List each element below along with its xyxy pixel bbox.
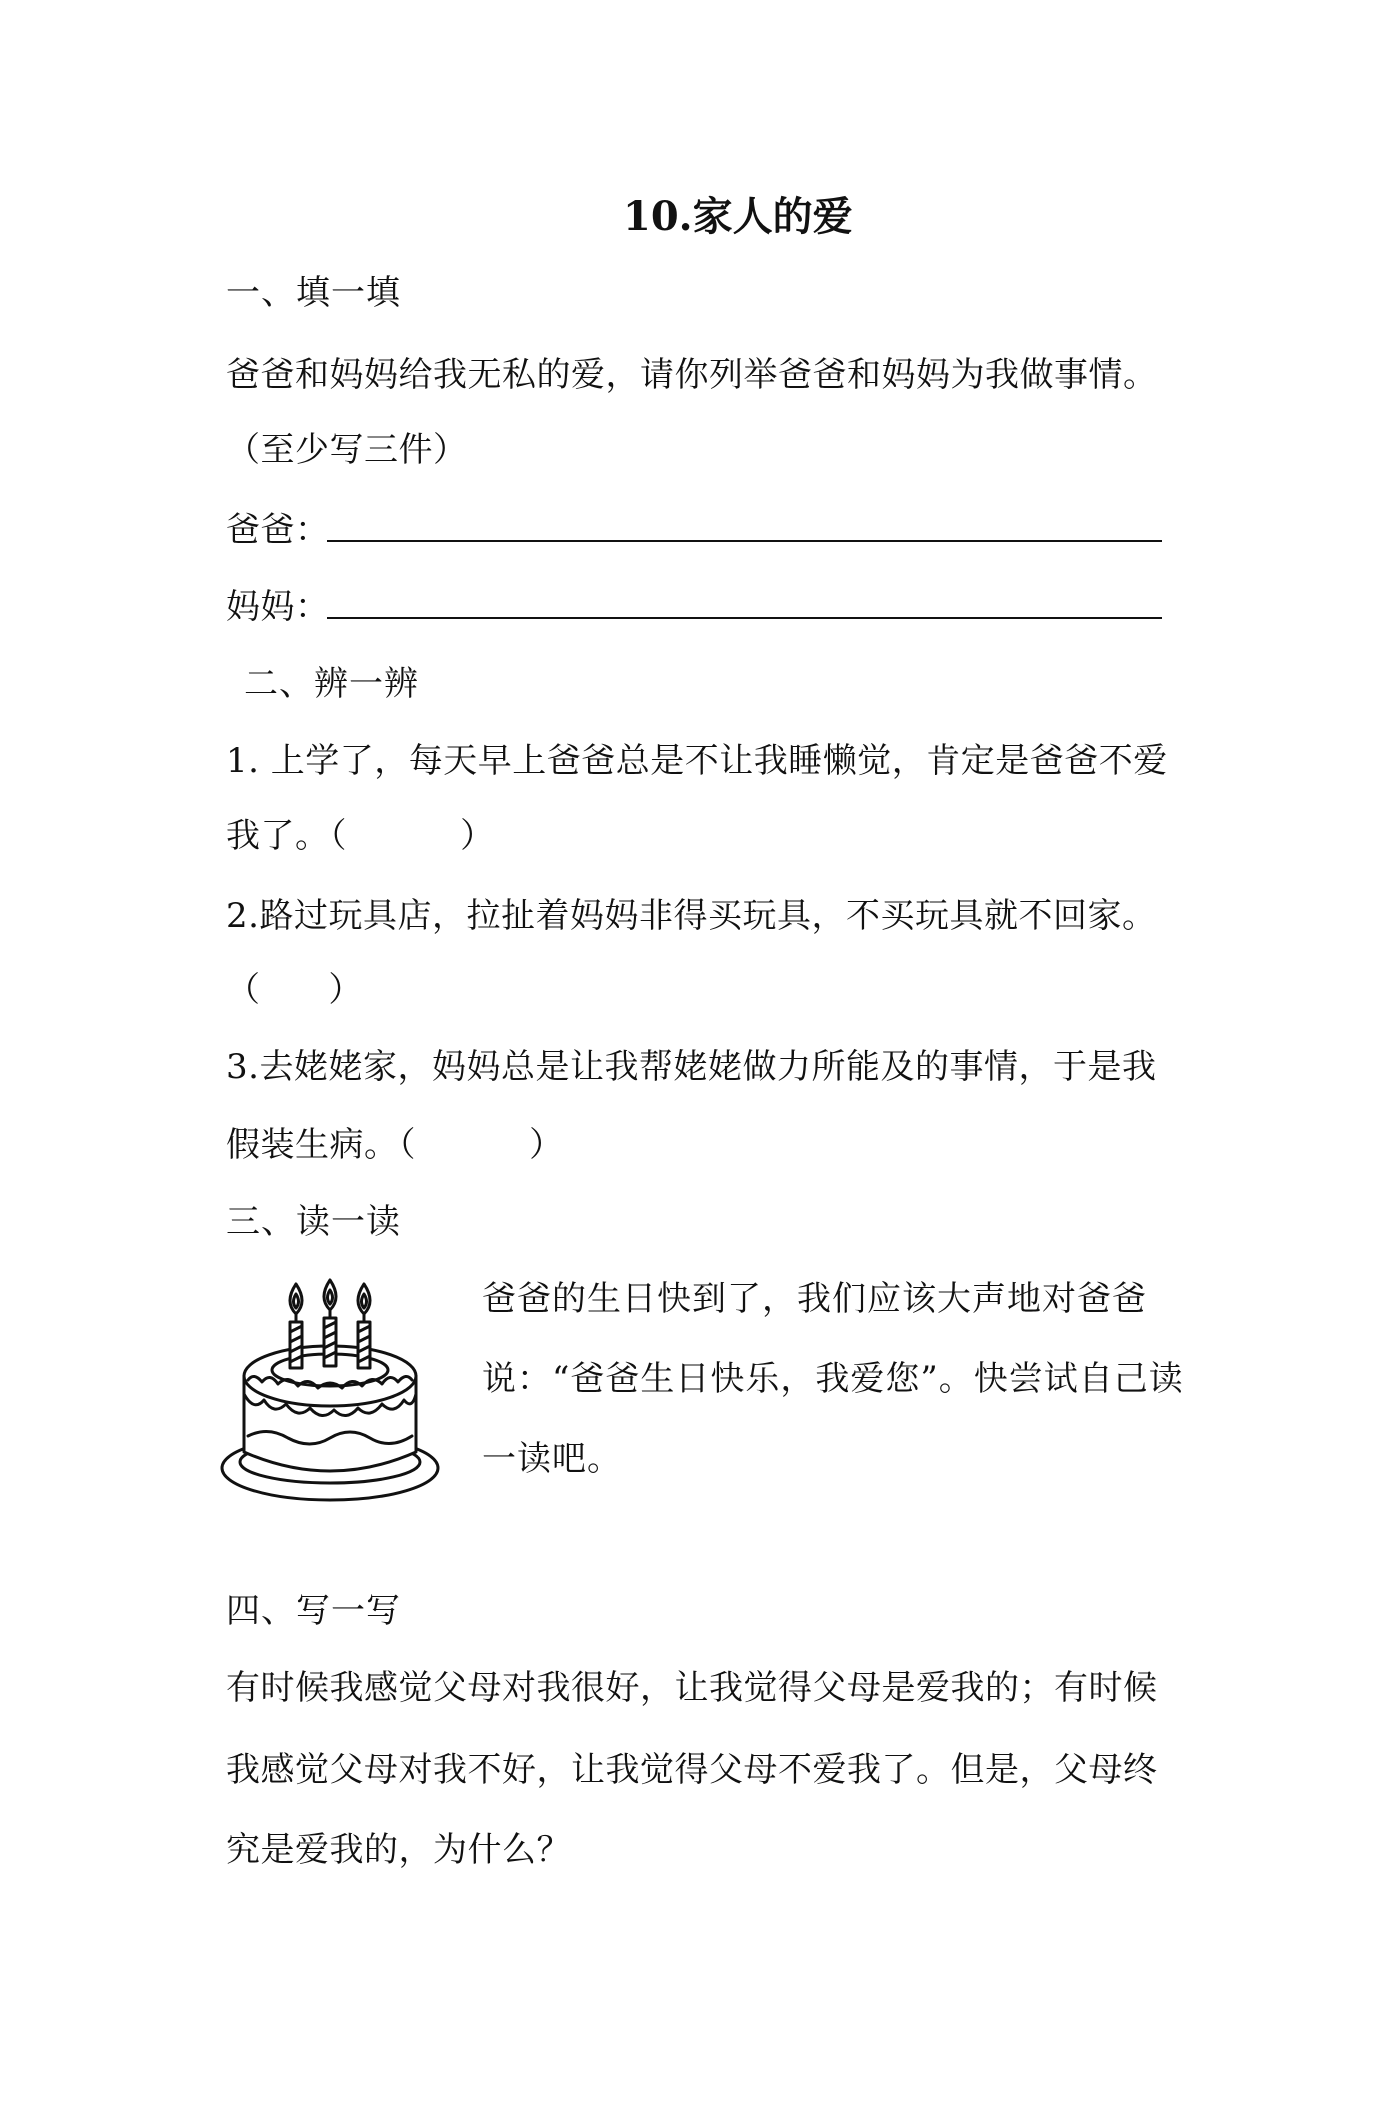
dad-label: 爸爸： xyxy=(226,510,330,550)
section-heading-fill-in: 一、填一填 xyxy=(226,273,401,313)
read-text-line: 爸爸的生日快到了，我们应该大声地对爸爸 xyxy=(482,1279,1147,1319)
section-heading-write: 四、写一写 xyxy=(226,1591,401,1631)
dad-answer-row xyxy=(226,510,1162,550)
candle-left xyxy=(290,1284,302,1368)
candle-right xyxy=(358,1284,370,1368)
birthday-cake-icon xyxy=(218,1276,442,1504)
candle-middle xyxy=(324,1280,336,1366)
write-prompt-line: 有时候我感觉父母对我很好，让我觉得父母是爱我的；有时候 xyxy=(226,1668,1158,1708)
judge-item-answer-line[interactable]: （ ） xyxy=(226,970,363,1010)
section-heading-judge: 二、辨一辨 xyxy=(244,664,419,704)
mom-answer-row xyxy=(226,587,1162,627)
mom-label: 妈妈： xyxy=(226,587,330,627)
dad-answer-blank[interactable] xyxy=(327,540,1162,542)
judge-item-answer-line[interactable]: 假装生病。（ ） xyxy=(226,1125,564,1165)
write-prompt-line: 究是爱我的，为什么？ xyxy=(226,1830,571,1870)
section-heading-read: 三、读一读 xyxy=(226,1202,401,1242)
section1-prompt-note: （至少写三件） xyxy=(226,430,468,470)
judge-item-answer-line[interactable]: 我了。（ ） xyxy=(226,816,495,856)
page-title: 10.家人的爱 xyxy=(623,193,853,240)
write-prompt-line: 我感觉父母对我不好，让我觉得父母不爱我了。但是，父母终 xyxy=(226,1750,1158,1790)
flame-icon xyxy=(290,1284,302,1314)
judge-item-line: 3.去姥姥家，妈妈总是让我帮姥姥做力所能及的事情，于是我 xyxy=(226,1047,1157,1087)
section1-prompt-line: 爸爸和妈妈给我无私的爱，请你列举爸爸和妈妈为我做事情。 xyxy=(226,355,1158,395)
read-text-line: 说：“爸爸生日快乐，我爱您”。快尝试自己读 xyxy=(482,1359,1184,1399)
judge-item-line: 2.路过玩具店，拉扯着妈妈非得买玩具，不买玩具就不回家。 xyxy=(226,896,1157,936)
read-text-line: 一读吧。 xyxy=(482,1439,622,1479)
judge-item-line: 1. 上学了，每天早上爸爸总是不让我睡懒觉，肯定是爸爸不爱 xyxy=(226,741,1168,781)
mom-answer-blank[interactable] xyxy=(327,617,1162,619)
